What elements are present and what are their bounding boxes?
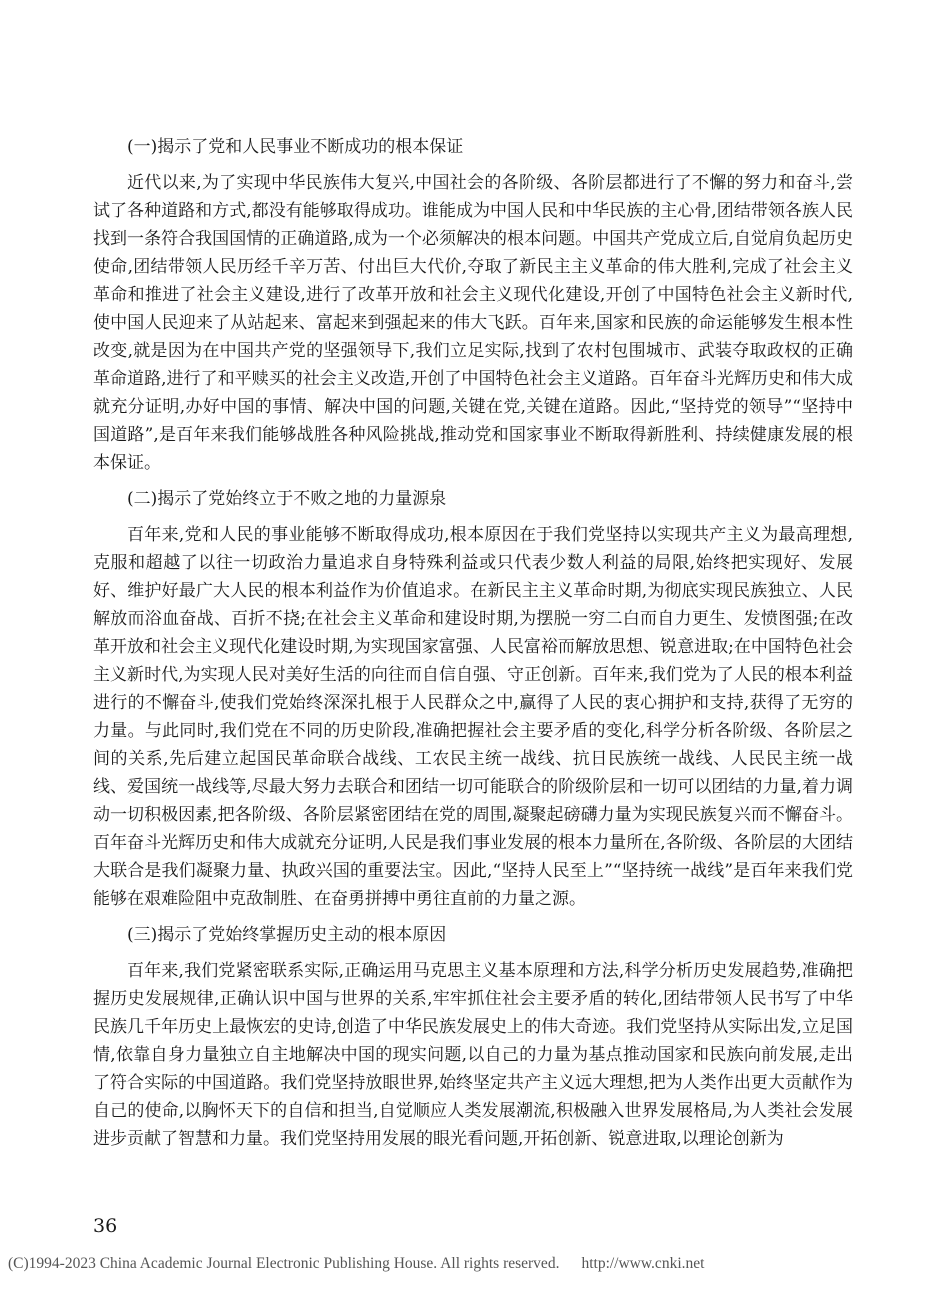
section-paragraph: 百年来,我们党紧密联系实际,正确运用马克思主义基本原理和方法,科学分析历史发展趋势,准确把握历史发展规律,正确认识中国与世界的关系,牢牢抓住社会主要矛盾的转化,团结带领人民书写了中华民族几千年历史上最恢宏的史诗,创造了中华民族发展史上的伟大奇迹。我们党坚持从实际出发,立足国情,依靠自身力量独立自主地解决中国的现实问题,以自己的力量为基点推动国家和民族向前发展,走出了符合实际的中国道路。我们党坚持放眼世界,始终坚定共产主义远大理想,把为人类作出更大贡献作为自己的使命,以胸怀天下的自信和担当,自觉顺应人类发展潮流,积极融入世界发展格局,为人类社会发展进步贡献了智慧和力量。我们党坚持用发展的眼光看问题,开拓创新、锐意进取,以理论创新为 xyxy=(93,961,853,1149)
section-paragraph: 百年来,党和人民的事业能够不断取得成功,根本原因在于我们党坚持以实现共产主义为最高理想,克服和超越了以往一切政治力量追求自身特殊利益或只代表少数人利益的局限,始终把实现好、发展好、维护好最广大人民的根本利益作为价值追求。在新民主主义革命时期,为彻底实现民族独立、人民解放而浴血奋战、百折不挠;在社会主义革命和建设时期,为摆脱一穷二白而自力更生、发愤图强;在改革开放和社会主义现代化建设时期,为实现国家富强、人民富裕而解放思想、锐意进取;在中国特色社会主义新时代,为实现人民对美好生活的向往而自信自强、守正创新。百年来,我们党为了人民的根本利益进行的不懈奋斗,使我们党始终深深扎根于人民群众之中,赢得了人民的衷心拥护和支持,获得了无穷的力量。与此同时,我们党在不同的历史阶段,准确把握社会主要矛盾的变化,科学分析各阶级、各阶层之间的关系,先后建立起国民革命联合战线、工农民主统一战线、抗日民族统一战线、人民民主统一战线、爱国统一战线等,尽最大努力去联合和团结一切可能联合的阶级阶层和一切可以团结的力量,着力调动一切积极因素,把各阶级、各阶层紧密团结在党的周围,凝聚起磅礴力量为实现民族复兴而不懈奋斗。百年奋斗光辉历史和伟大成就充分证明,人民是我们事业发展的根本力量所在,各阶级、各阶层的大团结大联合是我们凝聚力量、执政兴国的重要法宝。因此,“坚持人民至上”“坚持统一战线”是百年来我们党能够在艰难险阻中克敌制胜、在奋勇拼搏中勇往直前的力量之源。 xyxy=(93,525,853,909)
copyright-text: (C)1994-2023 China Academic Journal Electronic Publishing House. All rights reserved. xyxy=(8,1255,560,1272)
section-3 xyxy=(93,921,853,1153)
section-heading: (一)揭示了党和人民事业不断成功的根本保证 xyxy=(127,137,464,157)
section-heading: (三)揭示了党始终掌握历史主动的根本原因 xyxy=(127,925,447,945)
copyright-footer xyxy=(8,1255,942,1273)
section-1 xyxy=(93,133,853,477)
footer-url[interactable]: http://www.cnki.net xyxy=(581,1255,705,1272)
section-heading: (二)揭示了党始终立于不败之地的力量源泉 xyxy=(127,489,447,509)
article-body xyxy=(93,133,853,1161)
section-paragraph: 近代以来,为了实现中华民族伟大复兴,中国社会的各阶级、各阶层都进行了不懈的努力和奋斗,尝试了各种道路和方式,都没有能够取得成功。谁能成为中国人民和中华民族的主心骨,团结带领各族人民找到一条符合我国国情的正确道路,成为一个必须解决的根本问题。中国共产党成立后,自觉肩负起历史使命,团结带领人民历经千辛万苦、付出巨大代价,夺取了新民主主义革命的伟大胜利,完成了社会主义革命和推进了社会主义建设,进行了改革开放和社会主义现代化建设,开创了中国特色社会主义新时代,使中国人民迎来了从站起来、富起来到强起来的伟大飞跃。百年来,国家和民族的命运能够发生根本性改变,就是因为在中国共产党的坚强领导下,我们立足实际,找到了农村包围城市、武装夺取政权的正确革命道路,进行了和平赎买的社会主义改造,开创了中国特色社会主义道路。百年奋斗光辉历史和伟大成就充分证明,办好中国的事情、解决中国的问题,关键在党,关键在道路。因此,“坚持党的领导”“坚持中国道路”,是百年来我们能够战胜各种风险挑战,推动党和国家事业不断取得新胜利、持续健康发展的根本保证。 xyxy=(93,173,853,473)
page-number: 36 xyxy=(93,1215,118,1237)
section-2 xyxy=(93,485,853,913)
